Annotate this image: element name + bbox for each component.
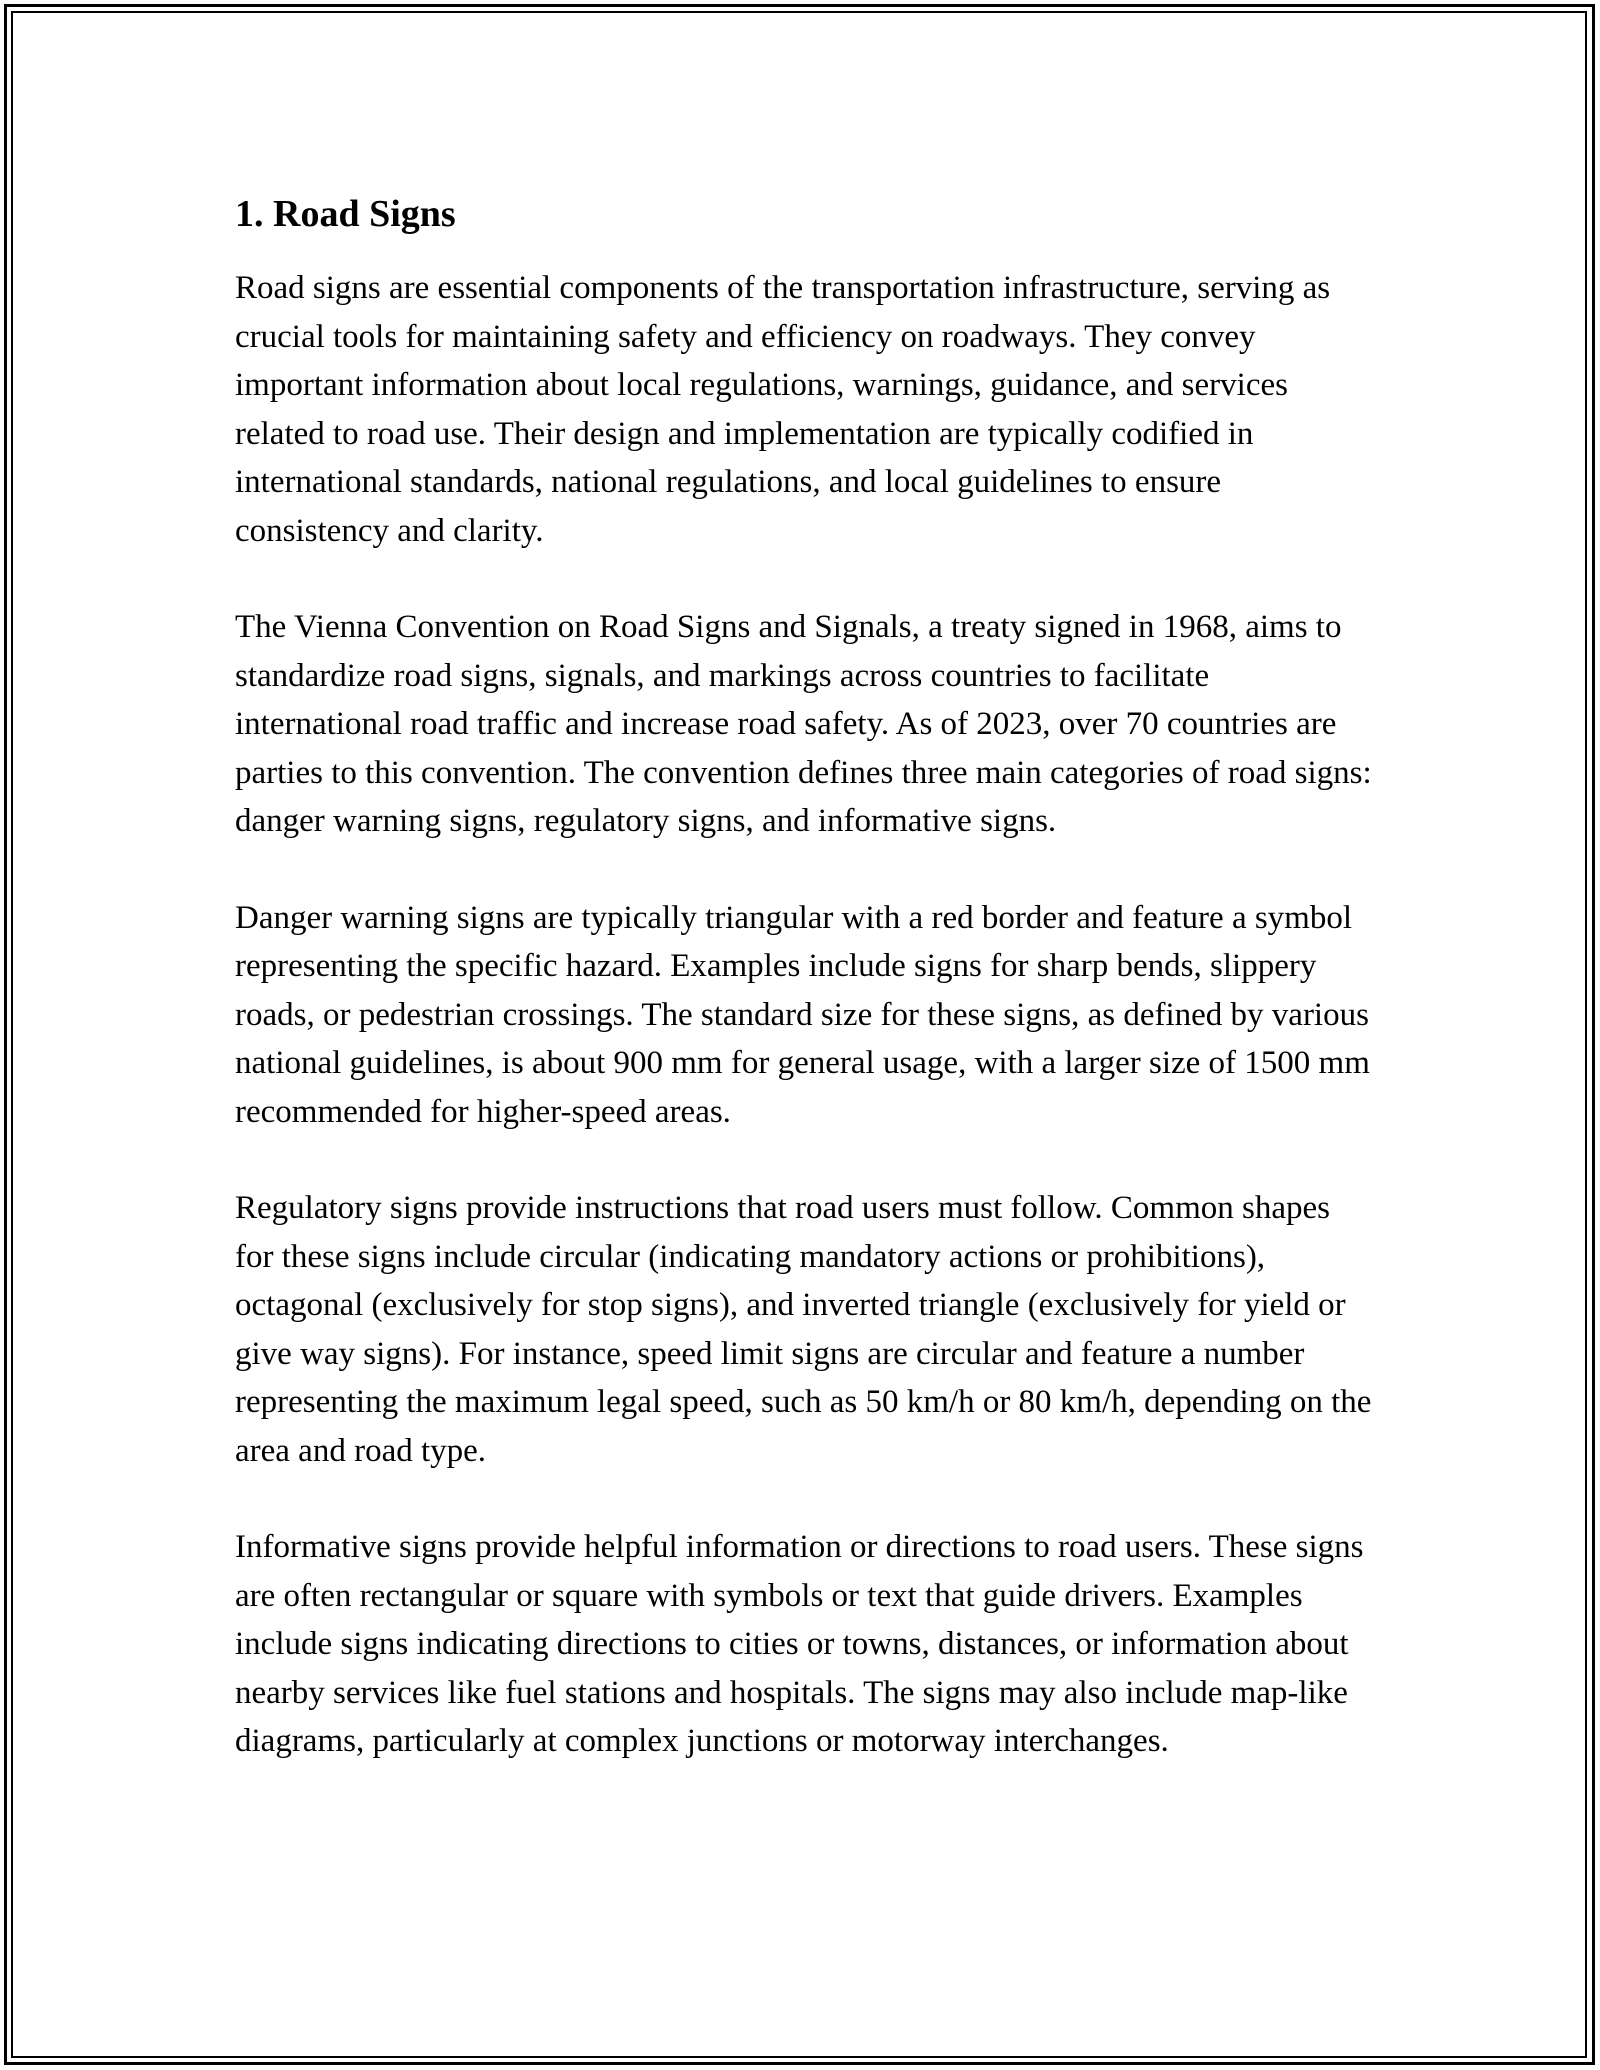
paragraph-regulatory-signs: Regulatory signs provide instructions that road users must follow. Common shapes for these signs include circular (indicating mandatory actions or prohibitions), octagonal (exclusively for stop signs), and inverted triangle (exclusively for yield or give way signs). For instance, speed limit signs are circular and feature a number representing the maximum legal speed, such as 50 km/h or 80 km/h, depending on the area and road type. <box>235 1190 1372 1469</box>
section-heading: 1. Road Signs <box>235 193 456 235</box>
paragraph-danger-warning-signs: Danger warning signs are typically triangular with a red border and feature a symbol representing the specific hazard. Examples include signs for sharp bends, slippery roads, or pedestrian crossings. The standard size for these signs, as defined by various national guidelines, is about 900 mm for general usage, with a larger size of 1500 mm recommended for higher-speed areas. <box>235 899 1370 1130</box>
paragraph-vienna-convention: The Vienna Convention on Road Signs and Signals, a treaty signed in 1968, aims to standardize road signs, signals, and markings across countries to facilitate international road traffic and increase road safety. As of 2023, over 70 countries are parties to this convention. The convention defines three main categories of road signs: danger warning signs, regulatory signs, and informative signs. <box>235 609 1372 839</box>
document-body <box>235 186 1375 1814</box>
paragraph-informative-signs: Informative signs provide helpful information or directions to road users. These signs are often rectangular or square with symbols or text that guide drivers. Examples include signs indicating directions to cities or towns, distances, or information about nearby services like fuel stations and hospitals. The signs may also include map-like diagrams, particularly at complex junctions or motorway interchanges. <box>235 1529 1364 1759</box>
paragraph-introduction: Road signs are essential components of the transportation infrastructure, serving as crucial tools for maintaining safety and efficiency on roadways. They convey important information about local regulations, warnings, guidance, and services related to road use. Their design and implementation are typically codified in international standards, national regulations, and local guidelines to ensure consistency and clarity. <box>235 270 1331 549</box>
